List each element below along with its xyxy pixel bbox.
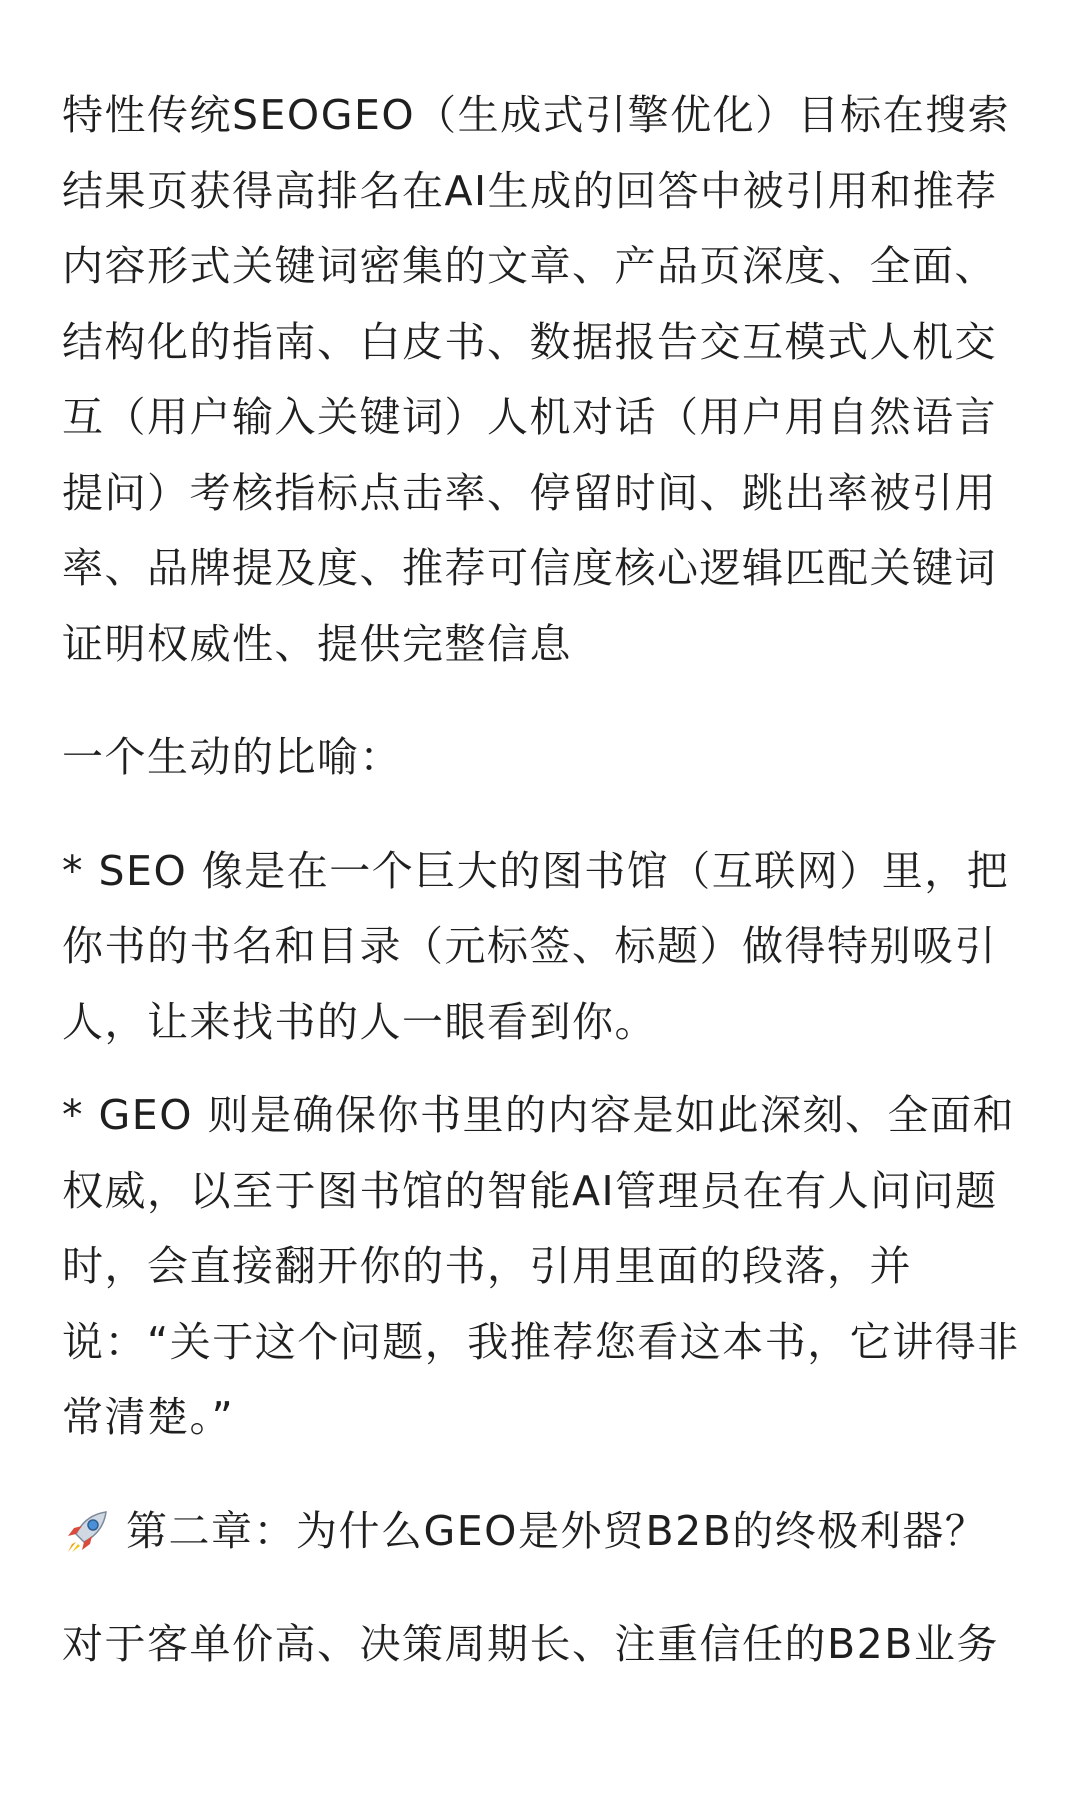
chapter-heading bbox=[62, 1494, 1022, 1570]
article-body bbox=[62, 78, 1022, 1683]
geo-metaphor-paragraph: * GEO 则是确保你书里的内容是如此深刻、全面和权威，以至于图书馆的智能AI管理员在有人问问题时，会直接翻开你的书，引用里面的段落，并说：“关于这个问题，我推荐您看这本书，它讲得非常清楚。” bbox=[62, 1091, 1020, 1441]
rocket-icon bbox=[62, 1506, 112, 1556]
b2b-paragraph: 对于客单价高、决策周期长、注重信任的B2B业务 bbox=[62, 1620, 999, 1668]
chapter-heading-text: 第二章：为什么GEO是外贸B2B的终极利器？ bbox=[126, 1506, 988, 1555]
seo-metaphor-paragraph: * SEO 像是在一个巨大的图书馆（互联网）里，把你书的书名和目录（元标签、标题）做得特别吸引人，让来找书的人一眼看到你。 bbox=[62, 846, 1010, 1046]
metaphor-intro: 一个生动的比喻： bbox=[62, 733, 402, 781]
comparison-paragraph: 特性传统SEOGEO（生成式引擎优化）目标在搜索结果页获得高排名在AI生成的回答中被引用和推荐内容形式关键词密集的文章、产品页深度、全面、结构化的指南、白皮书、数据报告交互模式人机交互（用户输入关键词）人机对话（用户用自然语言提问）考核指标点击率、停留时间、跳出率被引用率、品牌提及度、推荐可信度核心逻辑匹配关键词证明权威性、提供完整信息 bbox=[62, 91, 1011, 668]
